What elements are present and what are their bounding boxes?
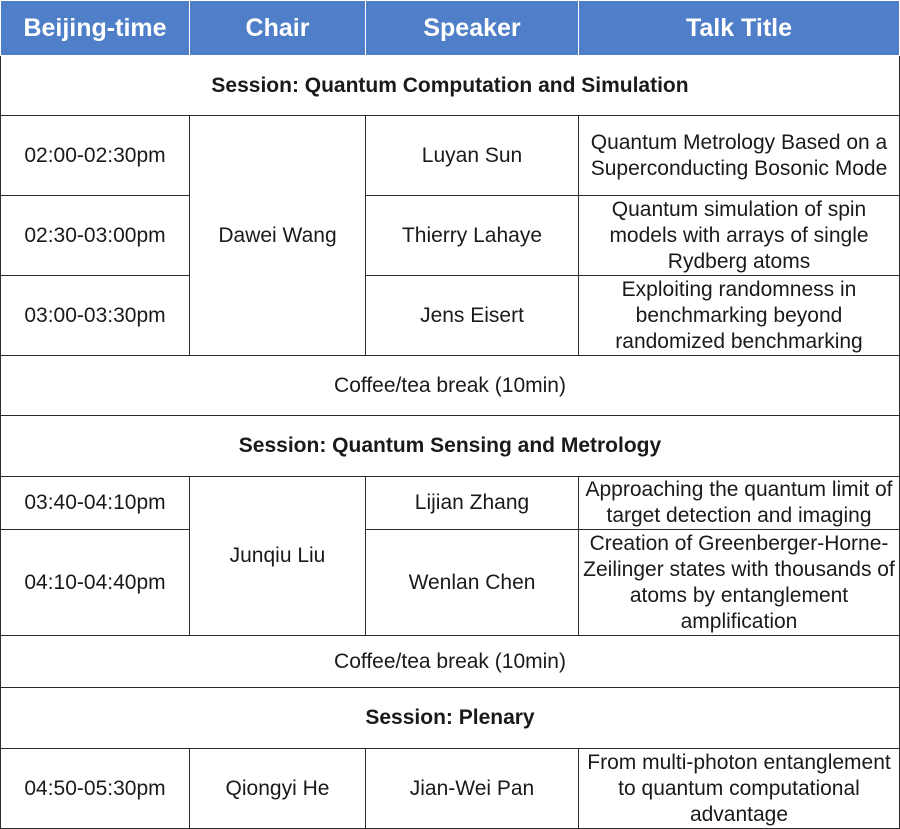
- session-row: [1, 56, 900, 116]
- talk-time: 04:10-04:40pm: [1, 530, 190, 636]
- break-label: Coffee/tea break (10min): [1, 356, 900, 416]
- header-talk-title: Talk Title: [579, 1, 900, 56]
- talk-speaker: Thierry Lahaye: [366, 196, 579, 276]
- talk-title: Quantum Metrology Based on a Superconducting Bosonic Mode: [579, 116, 900, 196]
- talk-row: [1, 276, 900, 356]
- break-row: [1, 356, 900, 416]
- talk-title: Exploiting randomness in benchmarking beyond randomized benchmarking: [579, 276, 900, 356]
- talk-speaker: Wenlan Chen: [366, 530, 579, 636]
- talk-title: From multi-photon entanglement to quantum computational advantage: [579, 749, 900, 829]
- talk-speaker: Lijian Zhang: [366, 477, 579, 530]
- talk-time: 02:00-02:30pm: [1, 116, 190, 196]
- talk-speaker: Jian-Wei Pan: [366, 749, 579, 829]
- session-title: Session: Quantum Sensing and Metrology: [1, 416, 900, 477]
- session-chair: Qiongyi He: [190, 749, 366, 829]
- talk-row: [1, 477, 900, 530]
- session-chair: Junqiu Liu: [190, 477, 366, 636]
- talk-speaker: Jens Eisert: [366, 276, 579, 356]
- break-row: [1, 636, 900, 688]
- session-row: [1, 688, 900, 749]
- header-speaker: Speaker: [366, 1, 579, 56]
- talk-row: [1, 530, 900, 636]
- talk-title: Quantum simulation of spin models with arrays of single Rydberg atoms: [579, 196, 900, 276]
- session-title: Session: Quantum Computation and Simulation: [1, 56, 900, 116]
- talk-row: [1, 116, 900, 196]
- talk-row: [1, 749, 900, 829]
- session-title: Session: Plenary: [1, 688, 900, 749]
- talk-time: 02:30-03:00pm: [1, 196, 190, 276]
- header-row: [1, 1, 900, 56]
- header-time: Beijing-time: [1, 1, 190, 56]
- talk-time: 04:50-05:30pm: [1, 749, 190, 829]
- session-row: [1, 416, 900, 477]
- break-label: Coffee/tea break (10min): [1, 636, 900, 688]
- talk-title: Approaching the quantum limit of target detection and imaging: [579, 477, 900, 530]
- talk-time: 03:40-04:10pm: [1, 477, 190, 530]
- talk-row: [1, 196, 900, 276]
- header-chair: Chair: [190, 1, 366, 56]
- session-chair: Dawei Wang: [190, 116, 366, 356]
- talk-speaker: Luyan Sun: [366, 116, 579, 196]
- talk-time: 03:00-03:30pm: [1, 276, 190, 356]
- talk-title: Creation of Greenberger-Horne-Zeilinger states with thousands of atoms by entanglement amplification: [579, 530, 900, 636]
